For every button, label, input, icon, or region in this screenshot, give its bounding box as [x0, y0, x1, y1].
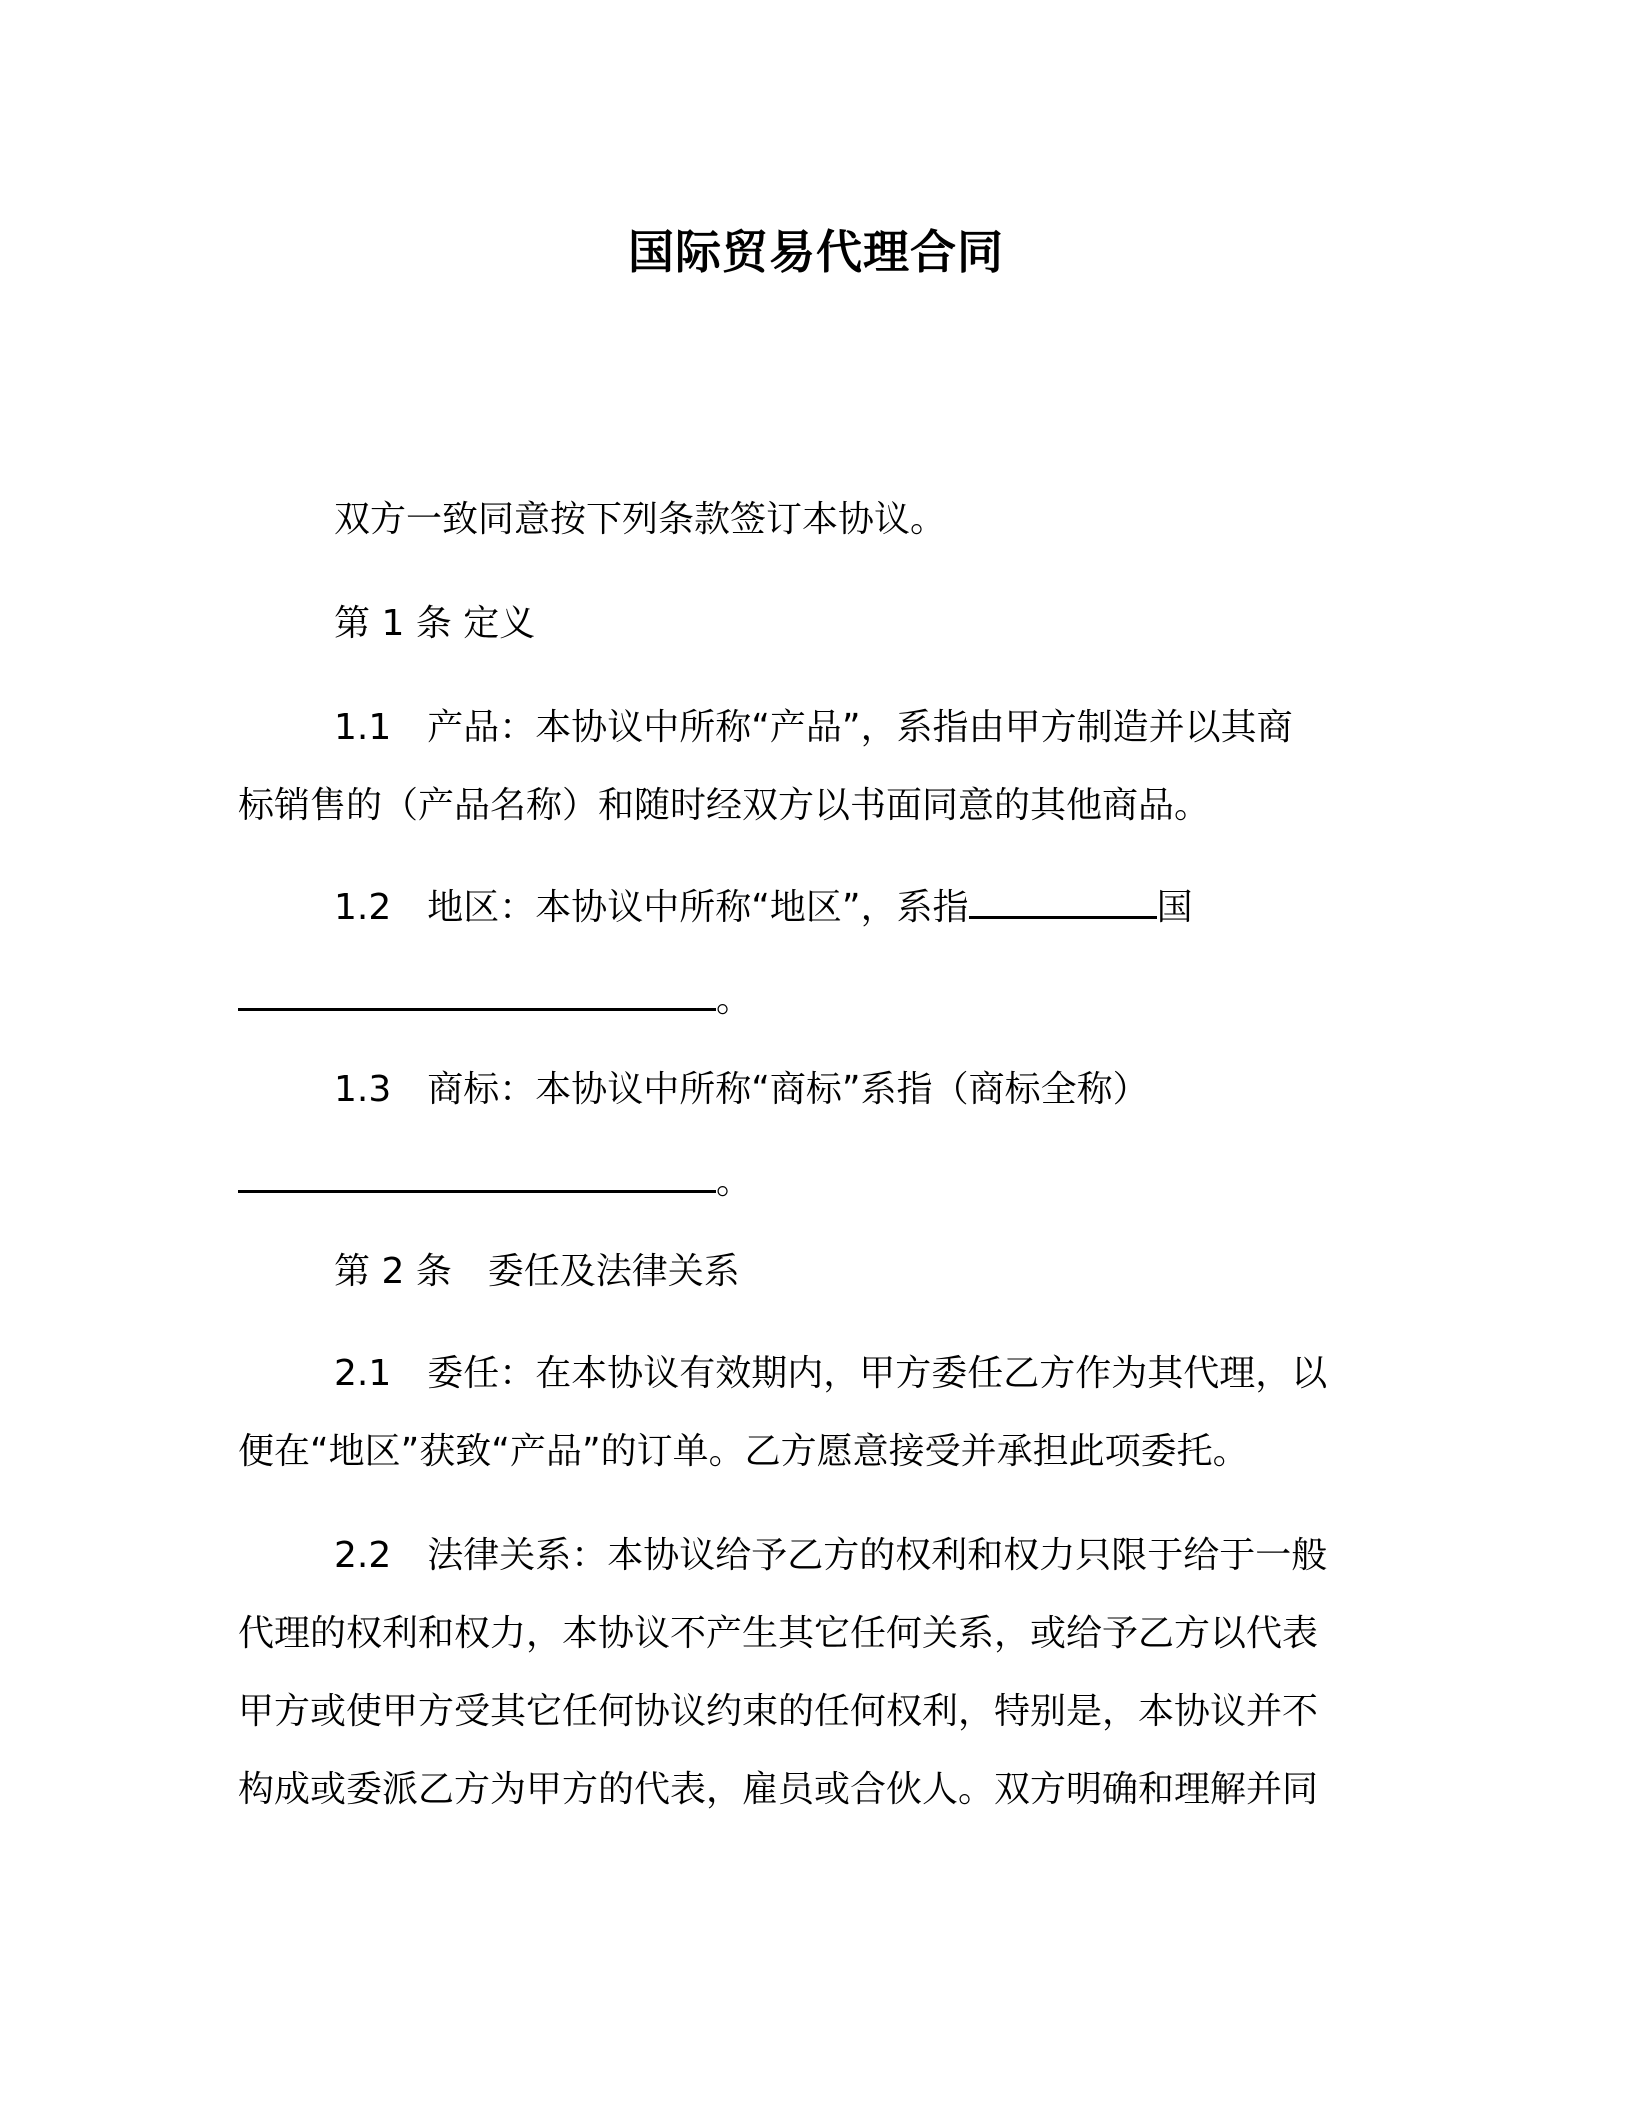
- document-title: 国际贸易代理合同: [628, 225, 1004, 279]
- clause-number: 1.1: [334, 707, 392, 748]
- clause-number: 2.1: [334, 1353, 392, 1394]
- clause-1-1-line-1: [334, 702, 1293, 754]
- clause-number: 1.2: [334, 887, 392, 928]
- clause-text: 法律关系：本协议给予乙方的权利和权力只限于给于一般: [427, 1535, 1328, 1576]
- clause-number: 1.3: [334, 1069, 392, 1110]
- clause-2-1-line-2: 便在“地区”获致“产品”的订单。乙方愿意接受并承担此项委托。: [238, 1431, 1249, 1472]
- clause-text: 产品：本协议中所称“产品”，系指由甲方制造并以其商: [427, 707, 1293, 748]
- clause-1-2-line-2: [238, 974, 752, 1026]
- clause-2-2-line-3: 甲方或使甲方受其它任何协议约束的任何权利，特别是，本协议并不: [238, 1691, 1319, 1732]
- clause-number: 2.2: [334, 1535, 392, 1576]
- clause-2-1-line-1: [334, 1348, 1327, 1400]
- fill-in-blank: [238, 1156, 716, 1193]
- clause-2-2-line-1: [334, 1530, 1327, 1582]
- clause-1-3-line-1: [334, 1064, 1149, 1116]
- intro-paragraph: 双方一致同意按下列条款签订本协议。: [334, 499, 947, 540]
- clause-1-2-line-1: [334, 882, 1193, 934]
- clause-text: 委任：在本协议有效期内，甲方委任乙方作为其代理，以: [427, 1353, 1328, 1394]
- article-1-heading: 第 1 条 定义: [334, 603, 536, 644]
- clause-1-3-line-2: [238, 1156, 752, 1208]
- clause-text: 地区：本协议中所称“地区”，系指: [427, 887, 969, 928]
- clause-1-1-line-2: 标销售的（产品名称）和随时经双方以书面同意的其他商品。: [238, 785, 1211, 826]
- article-number: 第 2 条: [334, 1251, 452, 1292]
- article-title: 委任及法律关系: [487, 1251, 740, 1292]
- clause-2-2-line-4: 构成或委派乙方为甲方的代表，雇员或合伙人。双方明确和理解并同: [238, 1769, 1319, 1810]
- clause-2-2-line-2: 代理的权利和权力，本协议不产生其它任何关系，或给予乙方以代表: [238, 1613, 1319, 1654]
- article-2-heading: [334, 1246, 740, 1298]
- fill-in-blank: [238, 974, 716, 1011]
- clause-text: 商标：本协议中所称“商标”系指（商标全称）: [427, 1069, 1149, 1110]
- fill-in-blank: [969, 882, 1157, 919]
- line-end-punctuation: 。: [716, 1161, 753, 1202]
- clause-text-country: 国: [1156, 887, 1193, 928]
- line-end-punctuation: 。: [716, 979, 753, 1020]
